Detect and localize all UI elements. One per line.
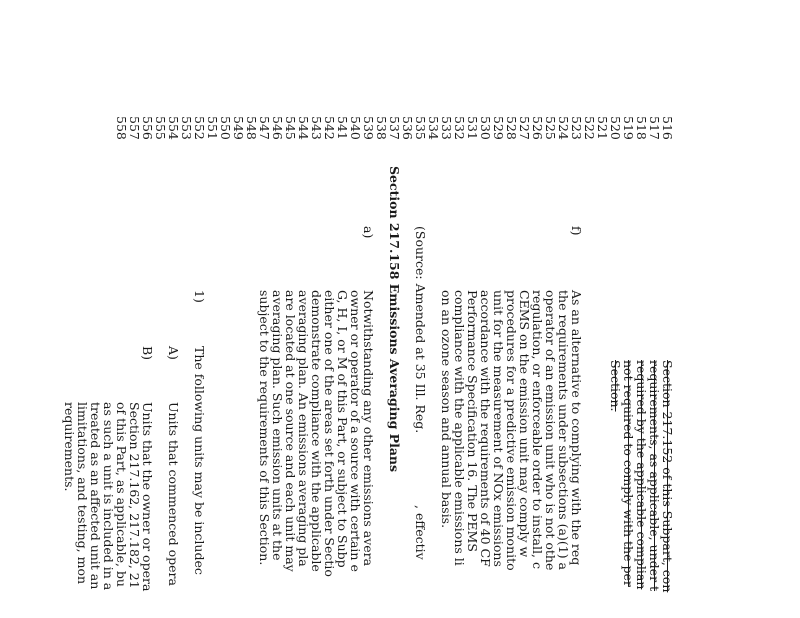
paragraph-line: either one of the areas set forth under Sectio xyxy=(322,290,337,577)
line-number: 535 xyxy=(413,116,428,140)
section-heading: Section 217.158 Emissions Averaging Plans xyxy=(387,166,402,473)
paragraph-line: demonstrate compliance with the applicable xyxy=(309,290,324,572)
item-text: Units that commenced opera xyxy=(166,402,181,586)
line-number: 548 xyxy=(244,116,259,140)
line-number: 520 xyxy=(608,116,623,140)
paragraph-line: CEMS on the emission unit may comply w xyxy=(517,290,532,558)
line-number: 538 xyxy=(374,116,389,140)
paragraph-line: subject to the requirements of this Section. xyxy=(257,290,272,566)
paragraph-line: G, H, I, or M of this Part, or subject to Subp xyxy=(335,290,350,568)
line-number: 558 xyxy=(114,116,129,140)
struck-text-line: not required to comply with the per xyxy=(621,360,636,587)
paragraph-line: operator of an emission unit who is not othe xyxy=(543,290,558,571)
item-label: 1) xyxy=(192,290,207,303)
struck-text-line: Section 217.152 of this Subpart, con xyxy=(660,360,675,593)
line-number: 534 xyxy=(426,116,441,140)
line-number: 557 xyxy=(127,116,142,140)
paragraph-line: compliance with the applicable emissions li xyxy=(452,290,467,566)
line-number: 524 xyxy=(556,116,571,140)
paragraph-line: on an ozone season and annual basis. xyxy=(439,290,454,529)
line-number: 526 xyxy=(530,116,545,140)
item-text: treated as an affected unit an xyxy=(88,402,103,590)
line-number: 528 xyxy=(504,116,519,140)
line-number: 541 xyxy=(335,116,350,140)
line-number: 521 xyxy=(595,116,610,140)
line-number: 518 xyxy=(634,116,649,140)
line-number: 519 xyxy=(621,116,636,140)
line-number: 554 xyxy=(166,116,181,140)
paragraph-line: regulation, or enforceable order to install, c xyxy=(530,290,545,569)
paragraph-line: averaging plan. Such emission units at the xyxy=(270,290,285,561)
line-number: 546 xyxy=(270,116,285,140)
line-number: 551 xyxy=(205,116,220,140)
subsection-label: f) xyxy=(569,226,584,236)
paragraph-line: unit for the measurement of NOx emissions xyxy=(491,290,506,567)
paragraph-line: owner or operator of a source with certain e xyxy=(348,290,363,572)
line-number: 549 xyxy=(231,116,246,140)
struck-text-line: Section. xyxy=(608,360,623,412)
source-note: (Source: Amended at 35 Ill. Reg. xyxy=(413,226,428,434)
line-number: 523 xyxy=(569,116,584,140)
line-number: 529 xyxy=(491,116,506,140)
item-label: B) xyxy=(140,346,155,361)
line-number: 527 xyxy=(517,116,532,140)
source-note-effective: , effectiv xyxy=(413,505,428,560)
paragraph-line: the requirements under subsections (a)(1) a xyxy=(556,290,571,571)
line-number: 531 xyxy=(465,116,480,140)
line-number: 555 xyxy=(153,116,168,140)
paragraph-line: accordance with the requirements of 40 CF xyxy=(478,290,493,567)
line-number: 522 xyxy=(582,116,597,140)
item-label: A) xyxy=(166,346,181,360)
subsection-label: a) xyxy=(361,226,376,239)
paragraph-line: As an alternative to complying with the req xyxy=(569,290,584,566)
line-number: 525 xyxy=(543,116,558,140)
item-text: Units that the owner or opera xyxy=(140,402,155,592)
line-number: 539 xyxy=(361,116,376,140)
line-number: 540 xyxy=(348,116,363,140)
paragraph-line: procedures for a predictive emission monito xyxy=(504,290,519,571)
line-number: 553 xyxy=(179,116,194,140)
line-number: 542 xyxy=(322,116,337,140)
item-text: of this Part, as applicable, bu xyxy=(114,402,129,587)
paragraph-line: Notwithstanding any other emissions avera xyxy=(361,290,376,567)
item-text: The following units may be includec xyxy=(192,346,207,575)
line-number: 544 xyxy=(296,116,311,140)
line-number: 547 xyxy=(257,116,272,140)
paragraph-line: averaging plan. An emissions averaging pla xyxy=(296,290,311,567)
item-text: limitations, and testing, mon xyxy=(75,402,90,585)
line-number: 517 xyxy=(647,116,662,140)
item-text: as such a unit is included in a xyxy=(101,402,116,591)
paragraph-line: Performance Specification 16. The PEMS xyxy=(465,290,480,552)
line-number: 532 xyxy=(452,116,467,140)
line-number: 556 xyxy=(140,116,155,140)
paragraph-line: are located at one source and each unit may xyxy=(283,290,298,572)
line-number: 550 xyxy=(218,116,233,140)
item-text: requirements. xyxy=(62,402,77,492)
line-number: 545 xyxy=(283,116,298,140)
struck-text-line: requirements, as applicable, under t xyxy=(647,360,662,592)
item-text: Section 217.162, 217.182, 21 xyxy=(127,402,142,589)
line-number: 530 xyxy=(478,116,493,140)
line-number: 543 xyxy=(309,116,324,140)
line-number: 536 xyxy=(400,116,415,140)
line-number: 537 xyxy=(387,116,402,140)
line-number: 516 xyxy=(660,116,675,140)
line-number: 533 xyxy=(439,116,454,140)
line-number: 552 xyxy=(192,116,207,140)
struck-text-line: required by the applicable complian xyxy=(634,360,649,590)
